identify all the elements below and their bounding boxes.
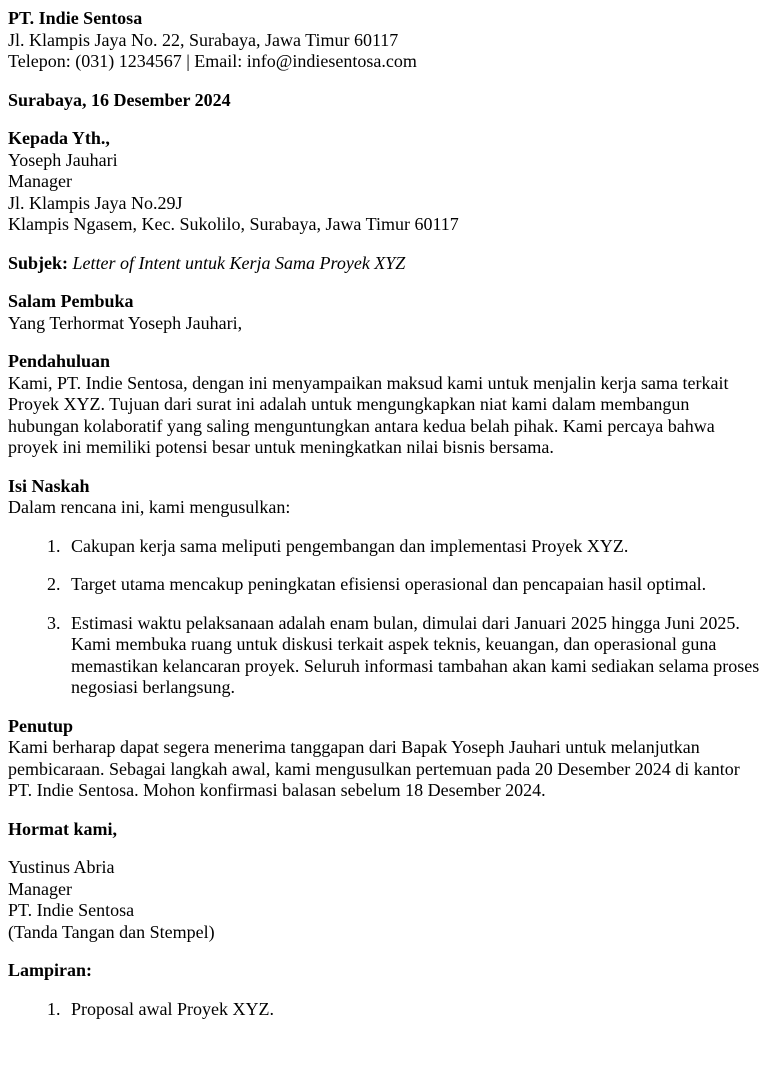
sender-block bbox=[8, 8, 760, 73]
content-list bbox=[8, 536, 760, 699]
closing-heading: Penutup bbox=[8, 715, 74, 736]
recipient-name: Yoseph Jauhari bbox=[8, 149, 118, 170]
signature-company: PT. Indie Sentosa bbox=[8, 900, 135, 920]
introduction-heading: Pendahuluan bbox=[8, 351, 111, 371]
content-heading: Isi Naskah bbox=[8, 475, 90, 496]
subject-value: Letter of Intent untuk Kerja Sama Proyek XYZ bbox=[72, 252, 406, 273]
opening-section bbox=[8, 291, 760, 334]
attachments-heading: Lampiran: bbox=[8, 960, 93, 980]
content-list-item: 1. Cakupan kerja sama meliputi pengembangan dan implementasi Proyek XYZ. bbox=[65, 536, 760, 558]
subject-label: Subjek: bbox=[8, 252, 69, 273]
introduction-body: Kami, PT. Indie Sentosa, dengan ini menyampaikan maksud kami untuk menjalin kerja sama terkait Proyek XYZ. Tujuan dari surat ini adalah untuk mengungkapkan niat kami dalam membangun hubungan kolaboratif yang saling menguntungkan antara kedua belah pihak. Kami percaya bahwa proyek ini memiliki potensi besar untuk meningkatkan nilai bisnis bersama. bbox=[8, 372, 729, 457]
attachments-heading-block bbox=[8, 960, 760, 982]
subject-line bbox=[8, 253, 760, 275]
dateline-text: Surabaya, 16 Desember 2024 bbox=[8, 89, 231, 110]
sender-company: PT. Indie Sentosa bbox=[8, 8, 143, 28]
letter-document bbox=[8, 8, 760, 1020]
recipient-block bbox=[8, 128, 760, 236]
signature-heading-block bbox=[8, 819, 760, 841]
opening-heading: Salam Pembuka bbox=[8, 291, 134, 311]
attachments-list-item: 1. Proposal awal Proyek XYZ. bbox=[65, 999, 760, 1021]
signature-note: (Tanda Tangan dan Stempel) bbox=[8, 921, 215, 942]
recipient-address-line1: Jl. Klampis Jaya No.29J bbox=[8, 192, 183, 213]
signature-title: Manager bbox=[8, 878, 72, 899]
signature-heading: Hormat kami, bbox=[8, 818, 117, 839]
recipient-salutation: Kepada Yth., bbox=[8, 128, 110, 148]
content-list-item: 2. Target utama mencakup peningkatan efisiensi operasional dan pencapaian hasil optimal. bbox=[65, 574, 760, 596]
content-intro: Dalam rencana ini, kami mengusulkan: bbox=[8, 497, 291, 517]
signature-name: Yustinus Abria bbox=[8, 857, 115, 877]
introduction-section bbox=[8, 351, 760, 459]
recipient-address-line2: Klampis Ngasem, Kec. Sukolilo, Surabaya, Jawa Timur 60117 bbox=[8, 214, 459, 234]
closing-body: Kami berharap dapat segera menerima tanggapan dari Bapak Yoseph Jauhari untuk melanjutkan pembicaraan. Sebagai langkah awal, kami mengusulkan pertemuan pada 20 Desember 2024 di kantor PT. Indie Sentosa. Mohon konfirmasi balasan sebelum 18 Desember 2024. bbox=[8, 737, 740, 800]
sender-address: Jl. Klampis Jaya No. 22, Surabaya, Jawa Timur 60117 bbox=[8, 29, 399, 50]
attachments-list bbox=[8, 999, 760, 1021]
dateline bbox=[8, 90, 760, 112]
recipient-title: Manager bbox=[8, 171, 72, 191]
signature-block bbox=[8, 857, 760, 943]
content-section-heading bbox=[8, 476, 760, 519]
opening-body: Yang Terhormat Yoseph Jauhari, bbox=[8, 312, 243, 333]
sender-contact: Telepon: (031) 1234567 | Email: info@indiesentosa.com bbox=[8, 51, 417, 71]
closing-section bbox=[8, 716, 760, 802]
content-list-item: 3. Estimasi waktu pelaksanaan adalah enam bulan, dimulai dari Januari 2025 hingga Juni 2025. Kami membuka ruang untuk diskusi terkait aspek teknis, keuangan, dan operasional guna memastikan kelancaran proyek. Seluruh informasi tambahan akan kami sediakan selama proses negosiasi berlangsung. bbox=[65, 613, 760, 699]
